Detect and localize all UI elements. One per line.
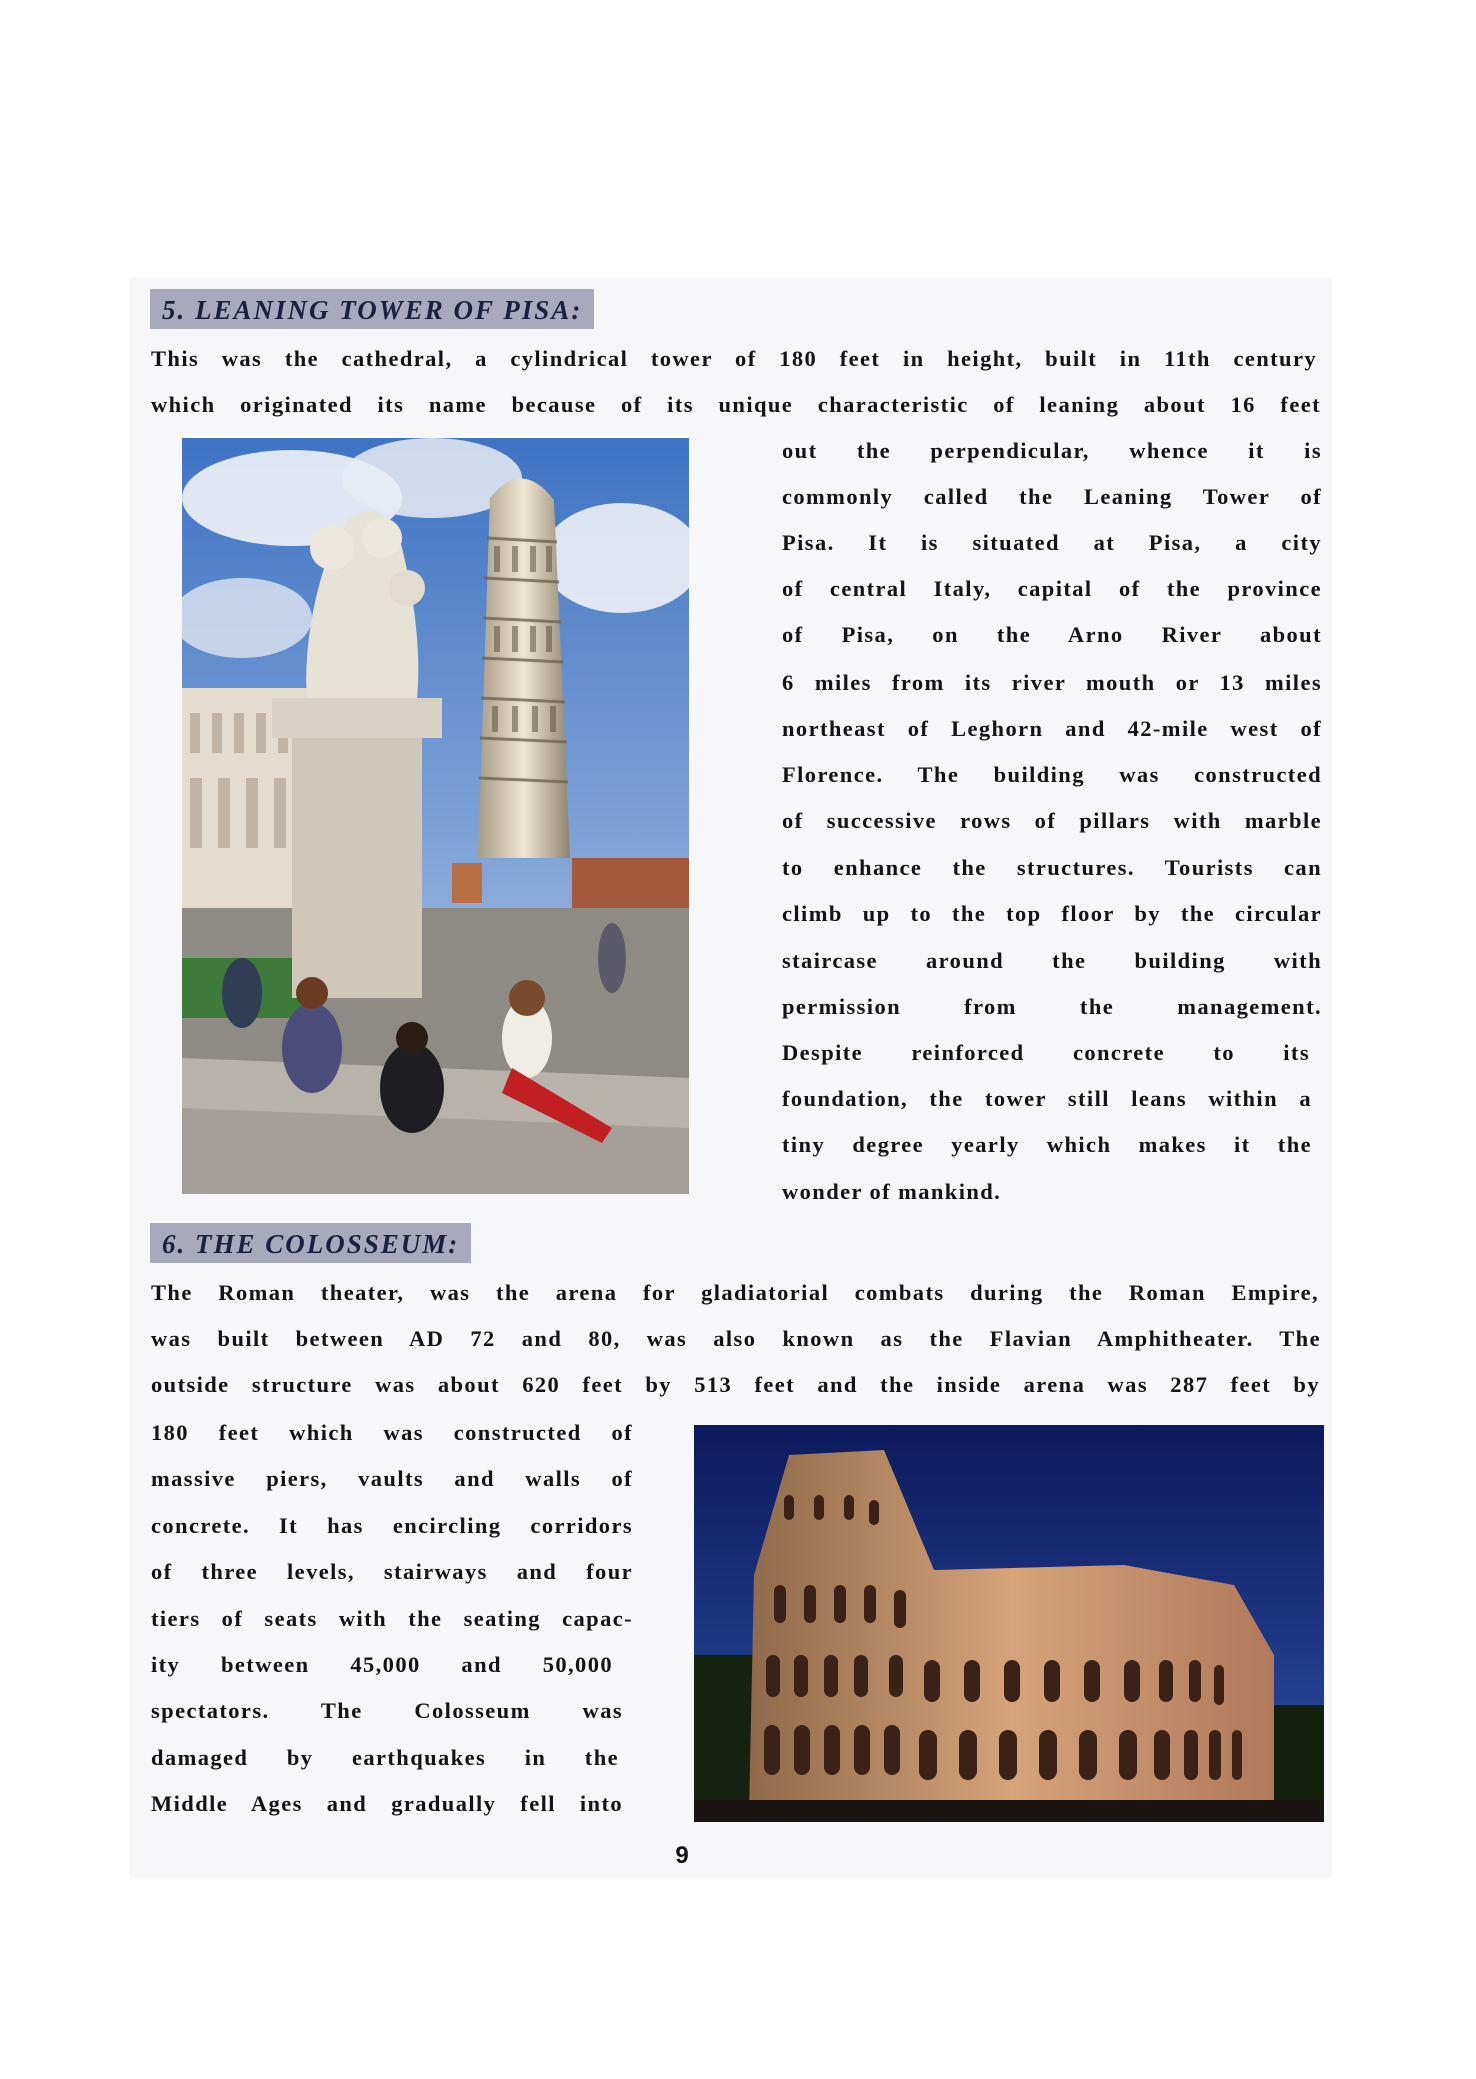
text-line: Middle Ages and gradually fell into	[151, 1791, 623, 1816]
colosseum-photo	[694, 1425, 1324, 1822]
text-line: The Roman theater, was the arena for gladiatorial combats during the Roman Empire,	[151, 1280, 1319, 1305]
text-line: which originated its name because of its unique characteristic of leaning about 16 feet	[151, 392, 1321, 417]
text-line: damaged by earthquakes in the	[151, 1745, 619, 1770]
text-line: of three levels, stairways and four	[151, 1559, 633, 1584]
text-line: permission from the management.	[782, 994, 1322, 1019]
text-line: tiers of seats with the seating capac-	[151, 1606, 633, 1631]
text-line: foundation, the tower still leans within a	[782, 1086, 1312, 1111]
text-line: was built between AD 72 and 80, was also known as the Flavian Amphitheater. The	[151, 1326, 1321, 1351]
text-line: spectators. The Colosseum was	[151, 1698, 623, 1723]
text-line: Florence. The building was constructed	[782, 762, 1322, 787]
text-line: commonly called the Leaning Tower of	[782, 484, 1322, 509]
text-line: ity between 45,000 and 50,000	[151, 1652, 613, 1677]
section-heading-pisa: 5. LEANING TOWER OF PISA:	[150, 289, 594, 329]
text-line: concrete. It has encircling corridors	[151, 1513, 633, 1538]
text-line: to enhance the structures. Tourists can	[782, 855, 1322, 880]
text-line: outside structure was about 620 feet by 513 feet and the inside arena was 287 feet by	[151, 1372, 1320, 1397]
text-line: northeast of Leghorn and 42-mile west of	[782, 716, 1322, 741]
text-line: staircase around the building with	[782, 948, 1322, 973]
text-line: tiny degree yearly which makes it the	[782, 1132, 1312, 1157]
text-line: massive piers, vaults and walls of	[151, 1466, 633, 1491]
text-line: of successive rows of pillars with marble	[782, 808, 1322, 833]
text-line: of central Italy, capital of the province	[782, 576, 1322, 601]
text-line: out the perpendicular, whence it is	[782, 438, 1322, 463]
text-line: This was the cathedral, a cylindrical tower of 180 feet in height, built in 11th century	[151, 346, 1317, 371]
text-line: Despite reinforced concrete to its	[782, 1040, 1310, 1065]
text-line: of Pisa, on the Arno River about	[782, 622, 1322, 647]
text-line: 180 feet which was constructed of	[151, 1420, 633, 1445]
leaning-tower-photo	[182, 438, 689, 1194]
text-line: wonder of mankind.	[782, 1179, 1002, 1204]
page-number: 9	[675, 1842, 689, 1869]
text-line: Pisa. It is situated at Pisa, a city	[782, 530, 1322, 555]
section-heading-colosseum: 6. THE COLOSSEUM:	[150, 1223, 471, 1263]
text-line: climb up to the top floor by the circular	[782, 901, 1322, 926]
text-line: 6 miles from its river mouth or 13 miles	[782, 670, 1322, 695]
